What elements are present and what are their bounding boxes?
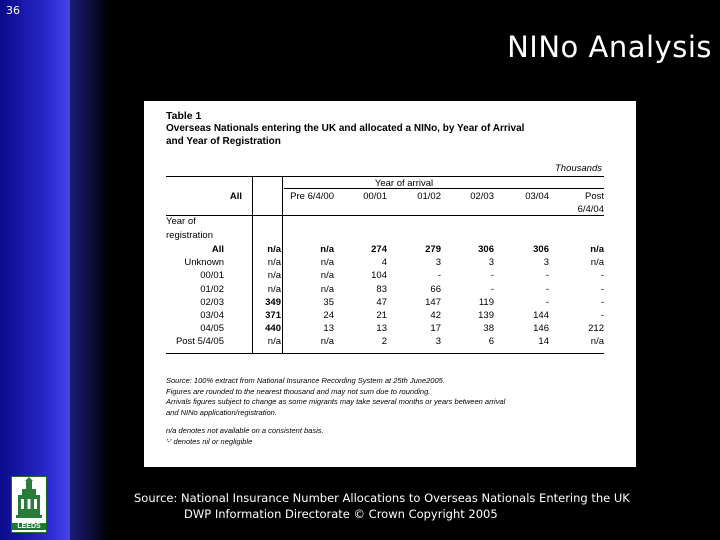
row-label: Post 5/4/05 [175,336,224,348]
table-cell: 17 [430,323,441,335]
col-header: 02/03 [470,191,494,202]
table-cell: 38 [483,323,494,335]
table-cell: 440 [265,323,281,335]
table-cell: 144 [533,310,549,321]
table-caption [166,123,606,148]
table-cell: n/a [320,244,334,255]
slide-number: 36 [6,4,20,17]
table-cell: n/a [320,336,334,348]
table-cell: n/a [590,336,604,348]
table-cell: 371 [265,310,281,321]
source-line: DWP Information Directorate © Crown Copyright 2005 [184,507,498,521]
col-header-sub: 6/4/04 [577,204,604,215]
table-cell: - [490,283,494,295]
table-cell: 13 [376,323,387,335]
rule-col [282,176,283,353]
note-line: and NINo application/registration. [166,407,277,417]
table-cell: 147 [425,296,441,308]
row-label: All [211,244,224,255]
table-cell: n/a [590,244,604,255]
slide-title: NINo Analysis [507,30,712,64]
note-line: n/a denotes not available on a consistent basis. [166,426,324,436]
row-label: 03/04 [200,310,224,321]
table-cell: 2 [381,336,387,348]
source-caption [134,490,630,522]
group-header: Year of arrival [374,178,434,189]
table-cell: - [490,270,494,282]
table-cell: 35 [323,296,334,308]
rule-header [166,215,604,216]
table-cell: n/a [267,270,281,282]
col-header: 01/02 [417,191,441,202]
table-cell: n/a [267,283,281,295]
table-cell: 6 [488,336,494,348]
row-label: 01/02 [200,283,224,295]
leeds-logo [11,476,47,533]
stub-header: Year of [166,216,196,227]
table-cell: 83 [376,283,387,295]
table-cell: 212 [588,323,604,335]
stub-header: registration [166,230,213,241]
col-header: Pre 6/4/00 [290,191,334,202]
table-cell: 21 [376,310,387,321]
table-cell: - [545,270,549,282]
rule-bottom [166,353,604,354]
table-cell: 139 [478,310,494,321]
table-cell: n/a [267,244,281,255]
row-label: Unknown [184,257,224,269]
row-label: 00/01 [200,270,224,282]
table-cell: 279 [425,244,441,255]
row-label: 04/05 [200,323,224,335]
table-cell: - [545,283,549,295]
table-label: Table 1 [166,110,202,122]
sidebar-band [0,0,70,540]
col-header: All [229,191,242,202]
table-cell: 119 [478,296,494,308]
caption-line: and Year of Registration [166,135,281,147]
table-cell: n/a [267,257,281,269]
table-cell: n/a [320,270,334,282]
table-notes [166,376,616,448]
table-cell: 66 [430,283,441,295]
table-cell: 274 [371,244,387,255]
note-line: Figures are rounded to the nearest thousand and may not sum due to rounding. [166,386,431,396]
note-line: Arrivals figures subject to change as some migrants may take several months or years between arrival [166,397,506,407]
town-hall-icon [12,477,46,521]
table-cell: 4 [381,257,387,269]
col-header: Post [584,191,604,202]
table-cell: - [545,296,549,308]
table-cell: 24 [323,310,334,321]
table-cell: 14 [538,336,549,348]
table-cell: 3 [543,257,549,269]
sidebar-gradient [70,0,110,540]
table-cell: - [437,270,441,282]
rule-top [166,176,604,177]
table-cell: 306 [478,244,494,255]
row-label: 02/03 [200,296,224,308]
table-cell: n/a [320,283,334,295]
logo-text: LEEDS [12,523,46,530]
note-line: '-' denotes nil or negligible [166,436,253,446]
table-cell: - [600,283,604,295]
table-cell: 104 [371,270,387,282]
table-cell: 349 [265,296,281,308]
table-cell: 13 [323,323,334,335]
source-line: Source: National Insurance Number Allocations to Overseas Nationals Entering the UK [134,491,630,505]
col-header: 00/01 [363,191,387,202]
table-cell: 47 [376,296,387,308]
table-cell: - [600,270,604,282]
table-cell: 306 [533,244,549,255]
note-line [166,418,616,426]
table-cell: 3 [435,257,441,269]
col-header: 03/04 [525,191,549,202]
table-cell: n/a [267,336,281,348]
caption-line: Overseas Nationals entering the UK and allocated a NINo, by Year of Arrival [166,123,525,134]
table-cell: 3 [488,257,494,269]
note-line: Source: 100% extract from National Insurance Recording System at 25th June2005. [166,376,445,385]
units-label: Thousands [554,163,602,174]
table-cell: n/a [590,257,604,269]
table-cell: 3 [435,336,441,348]
table-cell: 146 [533,323,549,335]
table-document [144,101,636,467]
table-cell: - [600,310,604,321]
table-cell: 42 [430,310,441,321]
table-cell: n/a [320,257,334,269]
table-cell: - [600,296,604,308]
